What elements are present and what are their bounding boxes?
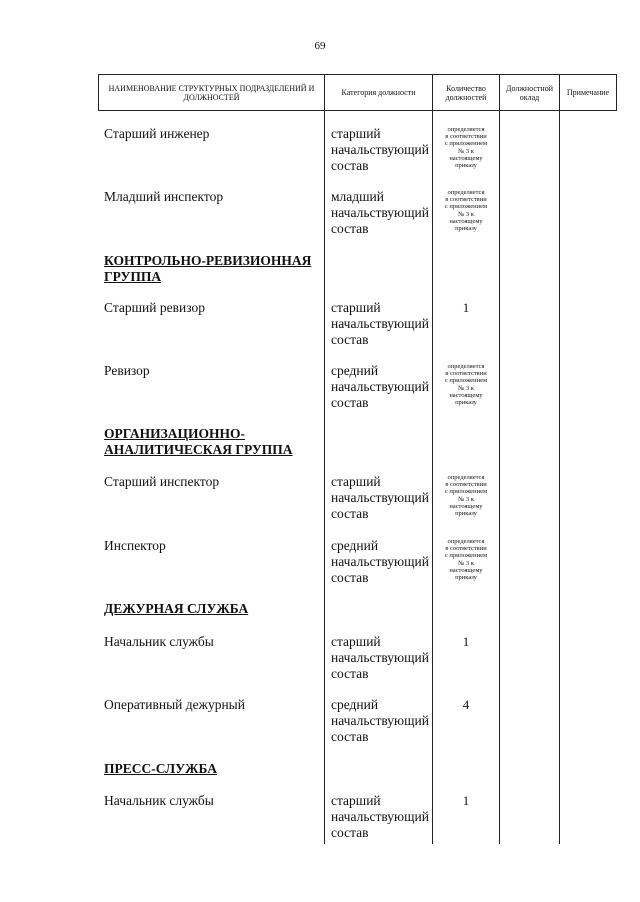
position-quantity: 1 [462,300,470,315]
quantity-note: определяется в соответствии с приложением № 3 к настоящему приказу [444,189,488,233]
quantity-note: определяется в соответствии с приложением № 3 к настоящему приказу [444,363,488,407]
position-category: старший начальствующий состав [331,474,429,521]
header-quantity-column: Количество должностей [445,83,487,102]
quantity-note: определяется в соответствии с приложением № 3 к настоящему приказу [444,126,488,170]
position-category: старший начальствующий состав [331,126,429,173]
position-name: Начальник службы [104,634,214,649]
position-category: младший начальствующий состав [331,189,429,236]
position-category: старший начальствующий состав [331,634,429,681]
position-category: средний начальствующий состав [331,538,429,585]
position-category: старший начальствующий состав [331,793,429,840]
divider-col1 [324,74,325,844]
divider-col4 [559,74,560,844]
section-heading: ПРЕСС-СЛУЖБА [104,761,217,776]
border-right [616,74,617,111]
position-name: Младший инспектор [104,189,224,204]
page-number: 69 [314,40,326,52]
header-salary-column: Должностной оклад [506,83,553,102]
section-heading: ДЕЖУРНАЯ СЛУЖБА [104,601,249,616]
divider-col3 [499,74,500,844]
quantity-note: определяется в соответствии с приложением № 3 к настоящему приказу [444,474,488,518]
header-remarks-column: Примечание [566,88,610,97]
position-name: Старший ревизор [104,300,205,315]
position-quantity: 1 [462,634,470,649]
header-bottom-border [98,110,617,111]
position-category: средний начальствующий состав [331,697,429,744]
position-category: старший начальствующий состав [331,300,429,347]
position-name: Старший инспектор [104,474,220,489]
position-name: Старший инженер [104,126,210,141]
position-quantity: 4 [462,697,470,712]
position-name: Инспектор [104,538,166,553]
position-name: Ревизор [104,363,150,378]
header-name-column: НАИМЕНОВАНИЕ СТРУКТУРНЫХ ПОДРАЗДЕЛЕНИЙ И ДОЛЖНОСТЕЙ [108,83,315,102]
section-heading: ОРГАНИЗАЦИОННО- АНАЛИТИЧЕСКАЯ ГРУППА [104,426,293,457]
position-name: Оперативный дежурный [104,697,245,712]
position-quantity: 1 [462,793,470,808]
header-category-column: Категория должности [341,88,416,97]
quantity-note: определяется в соответствии с приложением № 3 к настоящему приказу [444,538,488,582]
section-heading: КОНТРОЛЬНО-РЕВИЗИОННАЯ ГРУППА [104,253,312,284]
position-category: средний начальствующий состав [331,363,429,410]
position-name: Начальник службы [104,793,214,808]
